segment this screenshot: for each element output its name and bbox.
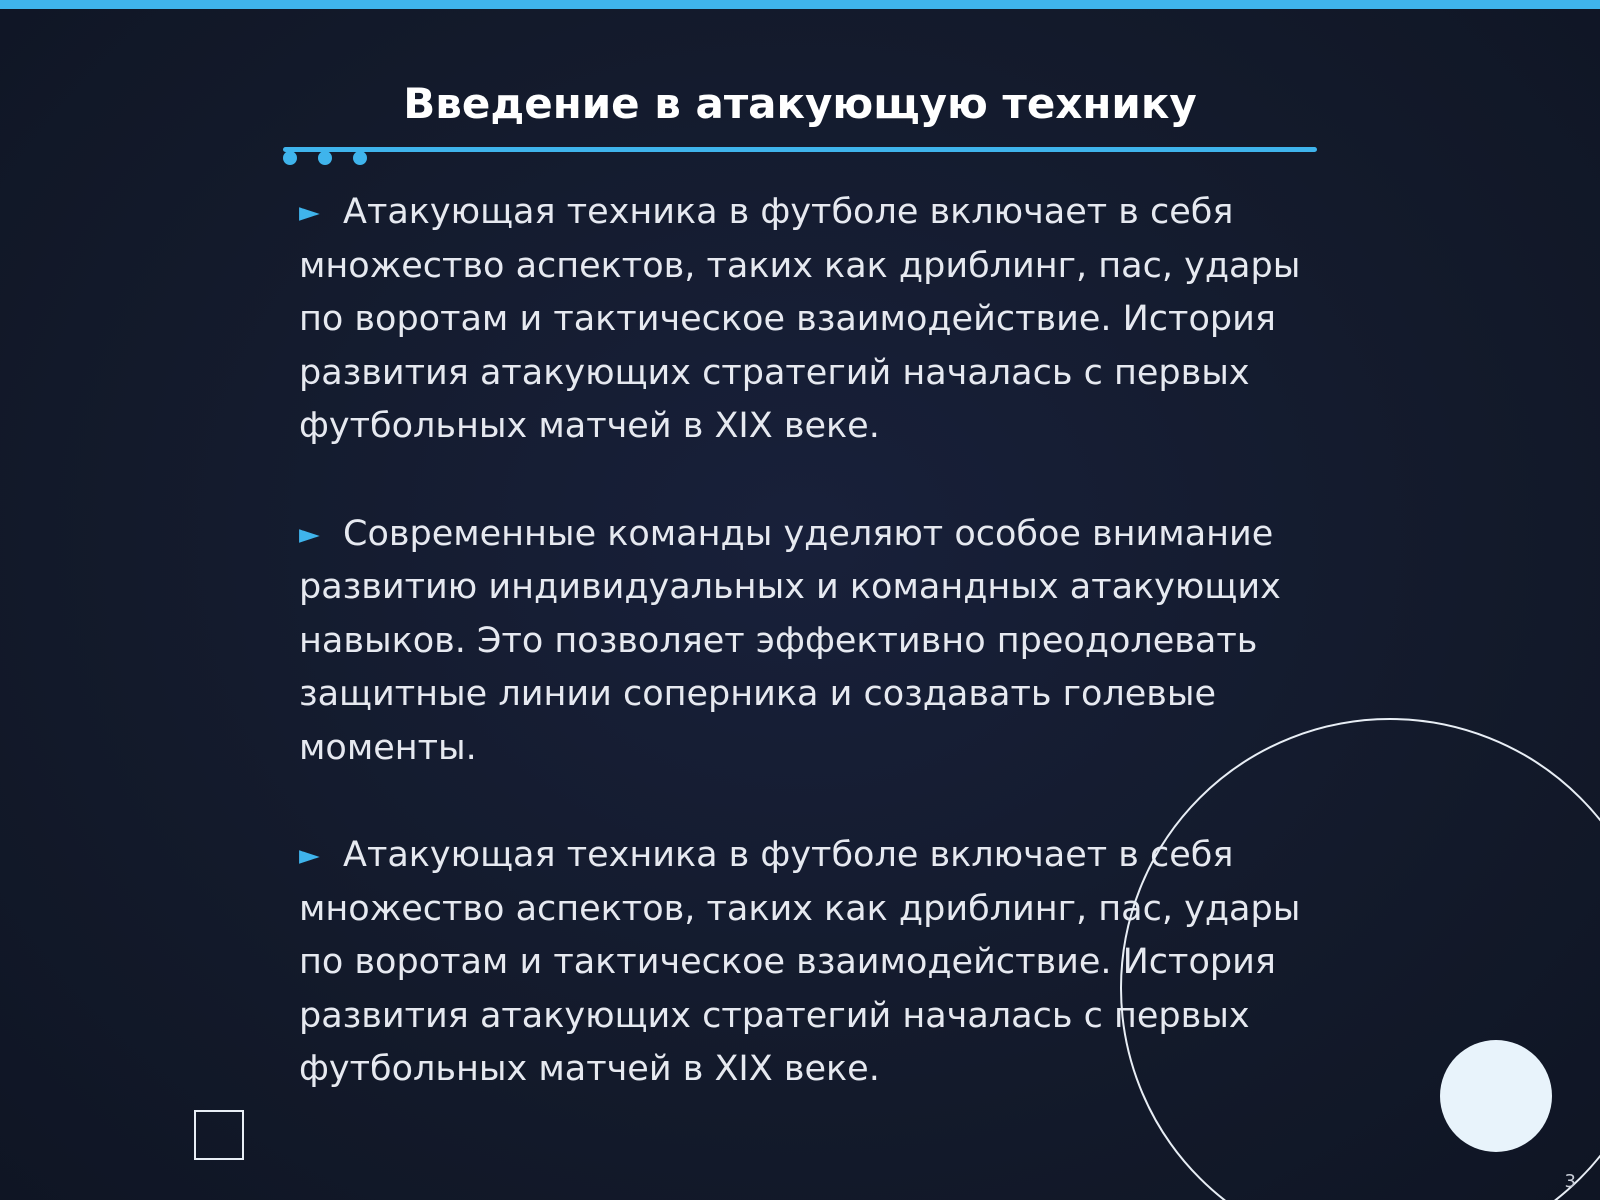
decorative-circle-filled [1440, 1040, 1552, 1152]
bullet-item [299, 508, 1319, 776]
top-accent-bar [0, 0, 1600, 9]
bullet-arrow-icon: ► [299, 840, 320, 871]
decorative-dot [353, 151, 367, 165]
page-number: 3 [1564, 1171, 1576, 1192]
decorative-dot [283, 151, 297, 165]
bullet-text: Современные команды уделяют особое внимание развитию индивидуальных и командных атакующих навыков. Это позволяет эффективно преодолевать защитные линии соперника и создавать голевые моменты. [299, 513, 1281, 768]
bullet-text: Атакующая техника в футболе включает в себя множество аспектов, таких как дриблинг, пас, удары по воротам и тактическое взаимодействие. История развития атакующих стратегий началась с первых футбольных матчей в XIX веке. [299, 192, 1301, 446]
bullet-item [299, 186, 1319, 454]
decorative-dot [318, 151, 332, 165]
bullet-arrow-icon: ► [299, 518, 320, 550]
decorative-square [194, 1110, 244, 1160]
title-underline [283, 147, 1317, 152]
slide-title: Введение в атакующую технику [403, 79, 1197, 128]
bullet-text: Атакующая техника в футболе включает в себя множество аспектов, таких как дриблинг, пас, удары по воротам и тактическое взаимодействие. История развития атакующих стратегий началась с первых футбольных матчей в XIX веке. [299, 835, 1301, 1089]
bullet-arrow-icon: ► [299, 197, 320, 228]
